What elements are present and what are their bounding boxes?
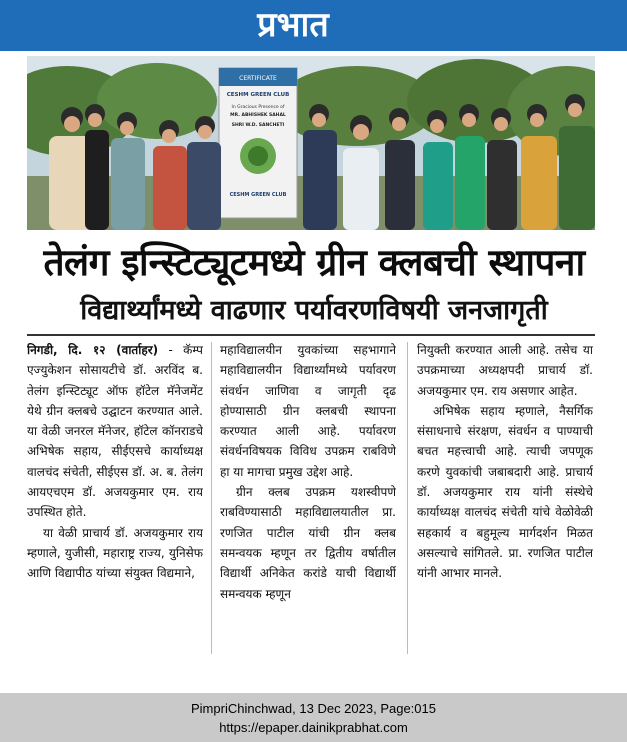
article-column-2 — [220, 340, 396, 660]
paragraph: ग्रीन क्लब उपक्रम यशस्वीपणे राबविण्यासाठी महाविद्यालयातील प्रा. रणजित पाटील यांची ग्रीन क्लब समन्वयक म्हणून तर द्वितीय वर्षातील विद्यार्थी अनिकेत करांडे याची विद्यार्थी समन्वयक म्हणून — [220, 485, 396, 601]
paragraph — [27, 340, 203, 523]
paragraph: नियुक्ती करण्यात आली आहे. तसेच या उपक्रमाच्या अध्यक्षपदी प्राचार्य डॉ. अजयकुमार एम. राय असणार आहेत. — [417, 343, 593, 398]
banner-header: CERTIFICATE — [239, 75, 277, 82]
epaper-url[interactable]: https://epaper.dainikprabhat.com — [219, 720, 408, 735]
banner-club: CESHM GREEN CLUB — [226, 92, 290, 98]
masthead — [0, 0, 627, 51]
banner-guest1: MR. ABHISHEK SAHAL — [230, 113, 286, 118]
newspaper-logo: प्रभात — [257, 5, 329, 45]
epaper-footer — [0, 693, 627, 742]
paragraph: महाविद्यालयीन युवकांच्या सहभागाने महाविद्यालयीन विद्यार्थ्यांमध्ये पर्यावरण संवर्धन जाणिवा व जागृती दृढ होण्यासाठी ग्रीन क्लबची स्थापना करण्यात आली आहे. पर्यावरण संवर्धनविषयक विविध उपक्रम राबविणे हा या मागचा प्रमुख उद्देश आहे. — [220, 343, 396, 479]
dateline: निगडी, दि. १२ (वार्ताहर) — [27, 343, 159, 357]
edition-info: PimpriChinchwad, 13 Dec 2023, Page:015 — [191, 701, 436, 716]
column-divider — [211, 342, 212, 654]
paragraph: अभिषेक सहाय म्हणाले, नैसर्गिक संसाधनाचे संरक्षण, संवर्धन व पाण्याची बचत महत्त्वाची आहे. त्याची जपणूक करणे युवकांची जबाबदारी आहे. प्राचार्य डॉ. अजयकुमार राय यांनी संस्थेचे कार्याध्यक्ष वालचंद संचेती यांचे वेळोवेळी सहकार्य व बहुमूल्य मार्गदर्शन मिळत असल्याचे सांगितले. प्रा. रणजित पाटील यांनी आभार मानले. — [417, 403, 593, 581]
article-column-3 — [417, 340, 593, 660]
banner-guest2: SHRI W.D. SANCHETI — [231, 123, 285, 128]
article-column-1 — [27, 340, 203, 660]
paragraph: या वेळी प्राचार्य डॉ. अजयकुमार राय म्हणाले, युजीसी, महाराष्ट्र राज्य, युनिसेफ आणि विद्यापीठ यांच्या संयुक्त विद्यमाने, — [27, 525, 203, 581]
banner-footer-club: CESHM GREEN CLUB — [229, 192, 287, 198]
article-subheadline: विद्यार्थ्यांमध्ये वाढणार पर्यावरणविषयी जनजागृती — [80, 295, 548, 326]
article-photo — [27, 56, 595, 230]
divider — [27, 334, 595, 336]
column-divider — [407, 342, 408, 654]
banner-standee — [219, 68, 297, 218]
banner-presence: In Gracious Presence of — [231, 105, 285, 110]
article-headline: तेलंग इन्स्टिट्यूटमध्ये ग्रीन क्लबची स्थापना — [43, 241, 585, 284]
paragraph-text: - कॅम्प एज्युकेशन सोसायटीचे डॉ. अरविंद ब. तेलंग इन्स्टिट्यूट ऑफ हॉटेल मॅनेजमेंट येथे ग्रीन क्लबचे उद्घाटन करण्यात आले. या वेळी जनरल मॅनेजर, हॉटेल कॉनराडचे अभिषेक सहाय, सीईएसचे कार्याध्यक्ष वालचंद संचेती, सीईएस डॉ. अ. ब. तेलंग आयएचएम डॉ. अजयकुमार एम. राय उपस्थित होते. — [27, 343, 203, 520]
